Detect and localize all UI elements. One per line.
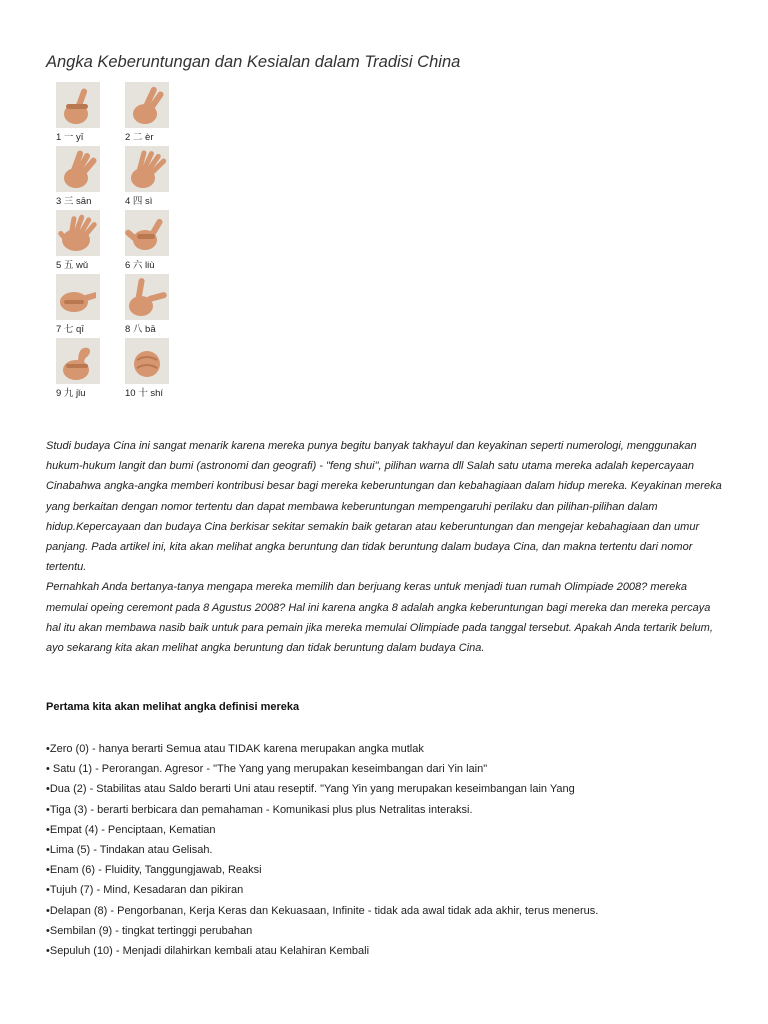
list-item: •Enam (6) - Fluidity, Tanggungjawab, Reaksi [46, 864, 262, 877]
list-item: •Empat (4) - Penciptaan, Kematian [46, 823, 216, 836]
hand-caption: 3 三 sān [56, 196, 92, 207]
list-item: •Sepuluh (10) - Menjadi dilahirkan kembali atau Kelahiran Kembali [46, 945, 370, 958]
index-finger-hand-icon [56, 82, 100, 128]
list-item: • Satu (1) - Perorangan. Agresor - "The Yang yang merupakan keseimbangan dari Yin lain" [46, 763, 488, 776]
article-body [46, 436, 726, 658]
hand-gesture-7 [56, 274, 104, 336]
open-palm-hand-icon [56, 210, 100, 256]
list-item: •Zero (0) - hanya berarti Semua atau TIDAK karena merupakan angka mutlak [46, 743, 424, 755]
four-fingers-hand-icon [125, 146, 169, 192]
thumb-pinky-hand-icon [125, 210, 169, 256]
hooked-finger-hand-icon [56, 338, 100, 384]
hand-caption: 5 五 wǔ [56, 260, 89, 271]
pinched-fingers-hand-icon [56, 274, 100, 320]
list-item: •Tiga (3) - berarti berbicara dan pemahaman - Komunikasi plus plus Netralitas interaksi. [46, 803, 473, 816]
list-item: •Tujuh (7) - Mind, Kesadaran dan pikiran [46, 884, 244, 897]
hand-gesture-2 [125, 82, 173, 144]
hand-gesture-4 [125, 146, 173, 208]
hand-caption: 1 一 yī [56, 132, 84, 143]
fist-hand-icon [125, 338, 169, 384]
two-fingers-hand-icon [125, 82, 169, 128]
list-item: •Sembilan (9) - tingkat tertinggi perubahan [46, 924, 253, 937]
three-fingers-hand-icon [56, 146, 100, 192]
hand-gesture-grid [56, 82, 176, 399]
hand-gesture-3 [56, 146, 104, 208]
hand-caption: 4 四 sì [125, 196, 153, 207]
hand-caption: 9 九 jǐu [56, 388, 86, 399]
hand-caption: 8 八 bā [125, 324, 156, 335]
olympics-paragraph: Pernahkah Anda bertanya-tanya mengapa mereka memilih dan berjuang keras untuk menjadi tuan rumah Olimpiade 2008? mereka memulai opeing ceremont pada 8 Agustus 2008? Hal ini karena angka 8 adalah angka keberuntungan bagi mereka dan mereka percaya hal itu akan membawa nasib baik untuk para pemain jika mereka memulai Olimpiade pada tanggal tersebut. Apakah Anda tertarik belum, ayo sekarang kita akan melihat angka beruntung dan tidak beruntung dalam budaya Cina. [46, 581, 713, 655]
hand-caption: 10 十 shí [125, 388, 164, 399]
hand-caption: 2 二 èr [125, 132, 154, 143]
hand-gesture-8 [125, 274, 173, 336]
list-item: •Delapan (8) - Pengorbanan, Kerja Keras dan Kekuasaan, Infinite - tidak ada awal tidak ada akhir, terus menerus. [46, 904, 599, 917]
thumb-index-hand-icon [125, 274, 169, 320]
hand-caption: 6 六 liù [125, 260, 155, 271]
intro-paragraph: Studi budaya Cina ini sangat menarik karena mereka punya begitu banyak takhayul dan keyakinan seperti numerologi, menggunakan hukum-hukum langit dan bumi (astronomi dan geografi) - "feng shui", pilihan warna dll Salah satu utama mereka adalah kepercayaan Cinabahwa angka-angka memberi kontribusi besar bagi mereka keberuntungan dan kebahagiaan dalam hidup mereka. Keyakinan mereka yang berkaitan dengan nomor tertentu dan dapat membawa keberuntungan mempengaruhi perilaku dan pilihan-pilihan dalam hidup.Kepercayaan dan budaya Cina berkisar sekitar semakin baik getaran atau keberuntungan dan mengejar kebahagiaan dan umur panjang. Pada artikel ini, kita akan melihat angka beruntung dan tidak beruntung dalam budaya Cina, dan makna tertentu dari nomor tertentu. [46, 440, 722, 574]
hand-gesture-10 [125, 338, 173, 400]
hand-gesture-6 [125, 210, 173, 272]
list-item: •Lima (5) - Tindakan atau Gelisah. [46, 844, 213, 857]
list-item: •Dua (2) - Stabilitas atau Saldo berarti Uni atau reseptif. "Yang Yin yang merupakan keseimbangan lain Yang [46, 783, 575, 796]
number-definitions-list [46, 739, 598, 961]
hand-caption: 7 七 qī [56, 324, 84, 335]
hand-gesture-5 [56, 210, 104, 272]
hand-gesture-9 [56, 338, 104, 400]
section-heading: Pertama kita akan melihat angka definisi mereka [46, 701, 300, 713]
hand-gesture-1 [56, 82, 104, 144]
page-title: Angka Keberuntungan dan Kesialan dalam Tradisi China [46, 53, 461, 71]
